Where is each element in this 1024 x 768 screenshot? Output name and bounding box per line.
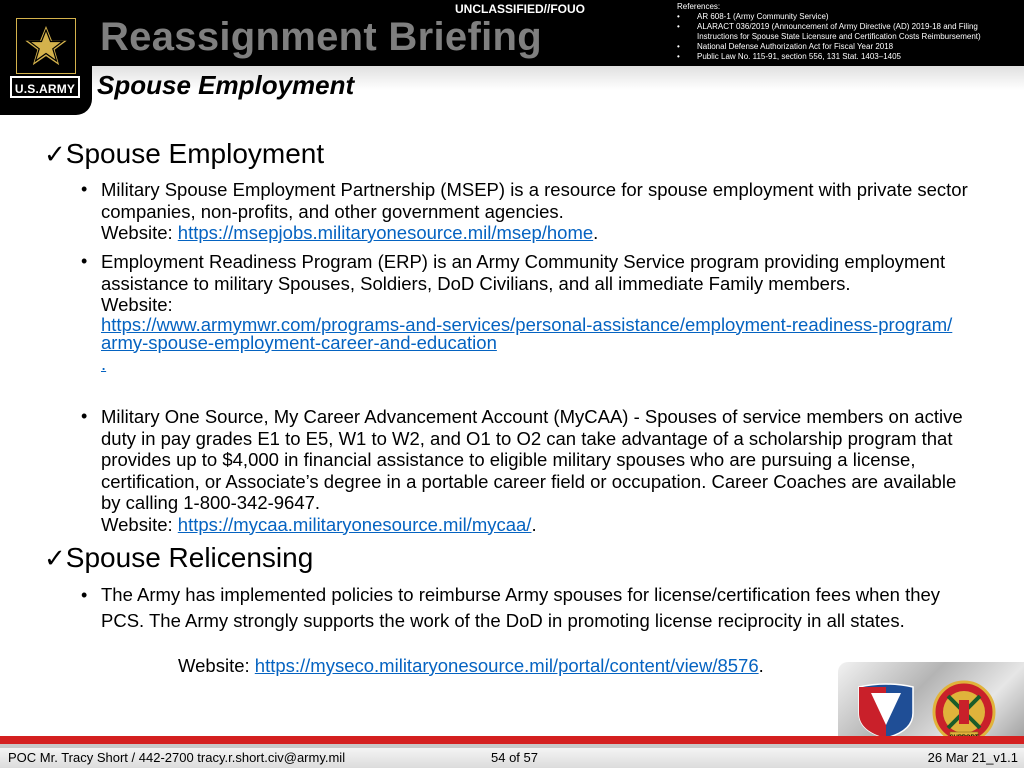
erp-link[interactable]: https://www.armymwr.com/programs-and-services/personal-assistance/employment-readiness-program/army-spouse-employment-career-and-education xyxy=(101,313,953,353)
reference-item: • Public Law No. 115-91, section 556, 131 Stat. 1403–1405 xyxy=(697,52,1017,62)
heading-text: Spouse Relicensing xyxy=(65,542,314,573)
trailing-period: . xyxy=(758,655,764,676)
references-label: References: xyxy=(677,2,721,11)
trailing-period: . xyxy=(531,513,537,535)
list-item-erp xyxy=(81,251,971,375)
footer-poc: POC Mr. Tracy Short / 442-2700 tracy.r.short.civ@army.mil xyxy=(8,750,346,765)
website-label: Website: xyxy=(101,294,173,315)
bullet-icon: • xyxy=(81,585,88,605)
list-item-mycaa xyxy=(81,406,971,535)
item-text: The Army has implemented policies to reimburse Army spouses for license/certification fees when they PCS. The Army strongly supports the work of the DoD in promoting license reciprocity in all states. xyxy=(101,584,941,631)
msep-link[interactable]: https://msepjobs.militaryonesource.mil/msep/home xyxy=(177,222,594,243)
website-label: Website: xyxy=(178,655,255,676)
mycaa-link[interactable]: https://mycaa.militaryonesource.mil/mycaa/ xyxy=(177,513,532,535)
page-subtitle: Spouse Employment xyxy=(97,70,355,100)
references-block xyxy=(677,2,1017,62)
section-heading-employment xyxy=(44,138,324,170)
reference-item: • ALARACT 036/2019 (Announcement of Army Directive (AD) 2019-18 and Filing Instructions for Spouse State Licensure and Certification Costs Reimbursement) xyxy=(697,22,1017,42)
trailing-period: . xyxy=(101,353,107,374)
page-title: Reassignment Briefing xyxy=(100,15,542,59)
army-materiel-command-icon xyxy=(857,683,915,739)
checkmark-icon: ✓ xyxy=(44,139,66,169)
list-item-msep xyxy=(81,179,971,244)
heading-text: Spouse Employment xyxy=(65,138,325,169)
classification-label: UNCLASSIFIED//FOUO xyxy=(455,2,586,16)
bullet-icon: • xyxy=(81,406,88,426)
bullet-icon: • xyxy=(81,179,88,199)
bullet-icon: • xyxy=(81,251,88,271)
item-text: Military Spouse Employment Partnership (MSEP) is a resource for spouse employment with private sector companies, non-profits, and other government agencies. xyxy=(101,179,968,222)
myseco-link[interactable]: https://myseco.militaryonesource.mil/portal/content/view/8576 xyxy=(254,655,759,676)
item-text: Employment Readiness Program (ERP) is an Army Community Service program providing employment assistance to military Spouses, Soldiers, DoD Civilians, and all immediate Family members. xyxy=(101,251,946,294)
list-item-relicensing xyxy=(81,582,961,634)
section-heading-relicensing xyxy=(44,542,313,574)
website-label: Website: xyxy=(101,513,178,535)
army-logo-text: U.S.ARMY xyxy=(10,76,80,98)
footer-red-stripe xyxy=(0,736,1024,744)
website-label: Website: xyxy=(101,222,178,243)
page-number: 54 of 57 xyxy=(491,750,538,765)
reference-item: • AR 608-1 (Army Community Service) xyxy=(697,12,1017,22)
item-text: Military One Source, My Career Advancement Account (MyCAA) - Spouses of service members on active duty in pay grades E1 to E5, W1 to W2, and O1 to O2 can take advantage of a scholarship program that provides up to $4,000 in financial assistance to eligible military spouses who are pursuing a license, certification, or Associate’s degree in a portable career field or occupation. Career Coaches are available by calling 1-800-342-9647. xyxy=(101,406,963,513)
army-logo xyxy=(0,0,92,115)
army-star-icon xyxy=(16,18,76,74)
relicensing-website xyxy=(178,655,764,677)
version-date: 26 Mar 21_v1.1 xyxy=(927,750,1018,765)
checkmark-icon: ✓ xyxy=(44,543,66,573)
trailing-period: . xyxy=(593,222,599,243)
references-list xyxy=(677,12,1017,62)
reference-item: • National Defense Authorization Act for Fiscal Year 2018 xyxy=(697,42,1017,52)
